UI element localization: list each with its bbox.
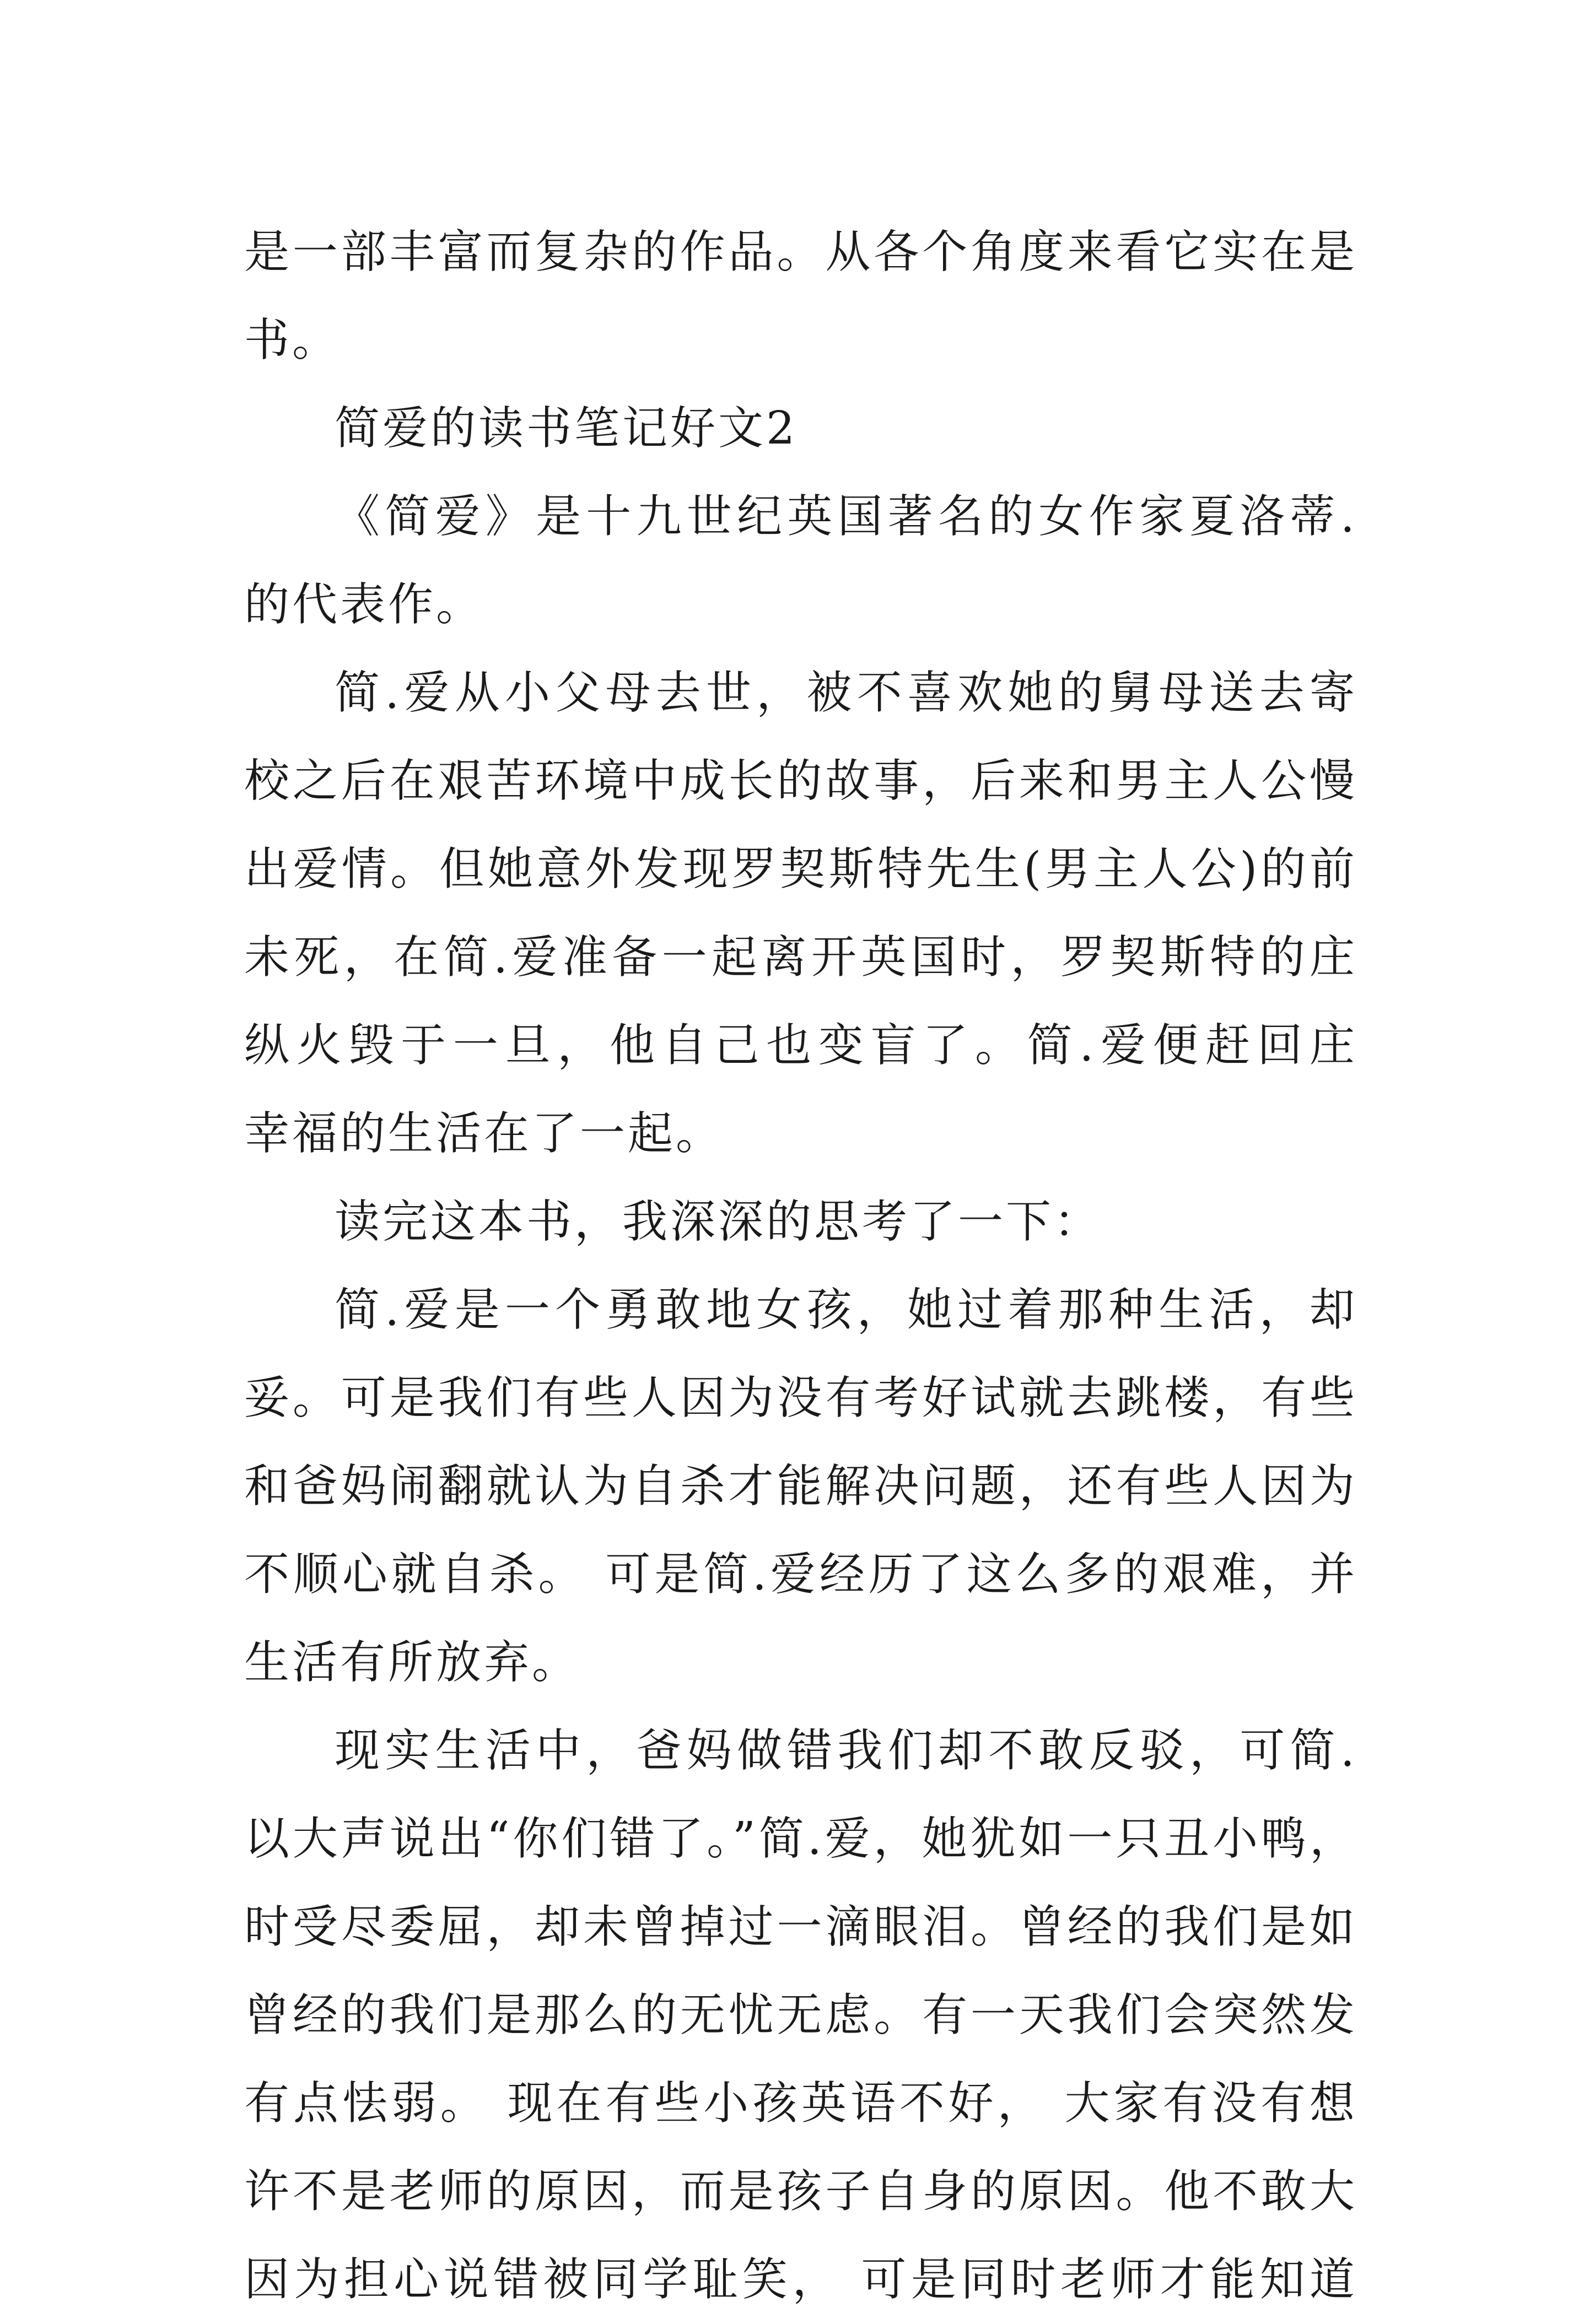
section-heading: 简爱的读书笔记好文2: [335, 402, 798, 455]
text-line: 简.爱从小父母去世，被不喜欢她的舅母送去寄: [335, 667, 1357, 719]
text-line: 简.爱是一个勇敢地女孩，她过着那种生活，却: [335, 1284, 1357, 1336]
text-line: 《简爱》是十九世纪英国著名的女作家夏洛蒂.: [335, 490, 1357, 543]
text-line: 和爸妈闹翻就认为自杀才能解决问题，还有些人因为: [244, 1460, 1357, 1512]
text-line: 许不是老师的原因，而是孩子自身的原因。他不敢大: [244, 2165, 1357, 2218]
text-line: 生活有所放弃。: [244, 1636, 580, 1689]
text-line: 有点怯弱。 现在有些小孩英语不好， 大家有没有想: [244, 2077, 1357, 2130]
text-line: 以大声说出“你们错了。”简.爱，她犹如一只丑小鸭，: [244, 1813, 1357, 1865]
body-text: [244, 208, 1357, 2324]
text-line: 是一部丰富而复杂的作品。从各个角度来看它实在是: [244, 226, 1357, 278]
text-line: 现实生活中，爸妈做错我们却不敢反驳，可简.: [335, 1725, 1357, 1777]
text-line: 出爱情。但她意外发现罗契斯特先生(男主人公)的前: [244, 843, 1357, 895]
text-line: 纵火毁于一旦，他自己也变盲了。简.爱便赶回庄: [244, 1019, 1357, 1072]
text-line: 未死，在简.爱准备一起离开英国时，罗契斯特的庄: [244, 931, 1357, 983]
text-line: 不顺心就自杀。 可是简.爱经历了这么多的艰难，并: [244, 1548, 1357, 1601]
text-line: 的代表作。: [244, 579, 484, 631]
text-line: 曾经的我们是那么的无忧无虑。有一天我们会突然发: [244, 1989, 1357, 2041]
text-line: 妥。可是我们有些人因为没有考好试就去跳楼，有些: [244, 1372, 1357, 1424]
text-line: 幸福的生活在了一起。: [244, 1107, 724, 1160]
text-line: 时受尽委屈，却未曾掉过一滴眼泪。曾经的我们是如: [244, 1901, 1357, 1953]
text-line: 因为担心说错被同学耻笑， 可是同时老师才能知道: [244, 2253, 1357, 2306]
text-line: 校之后在艰苦环境中成长的故事，后来和男主人公慢: [244, 755, 1357, 807]
text-line: 书。: [244, 314, 341, 366]
text-line: 读完这本书，我深深的思考了一下：: [335, 1196, 1102, 1248]
